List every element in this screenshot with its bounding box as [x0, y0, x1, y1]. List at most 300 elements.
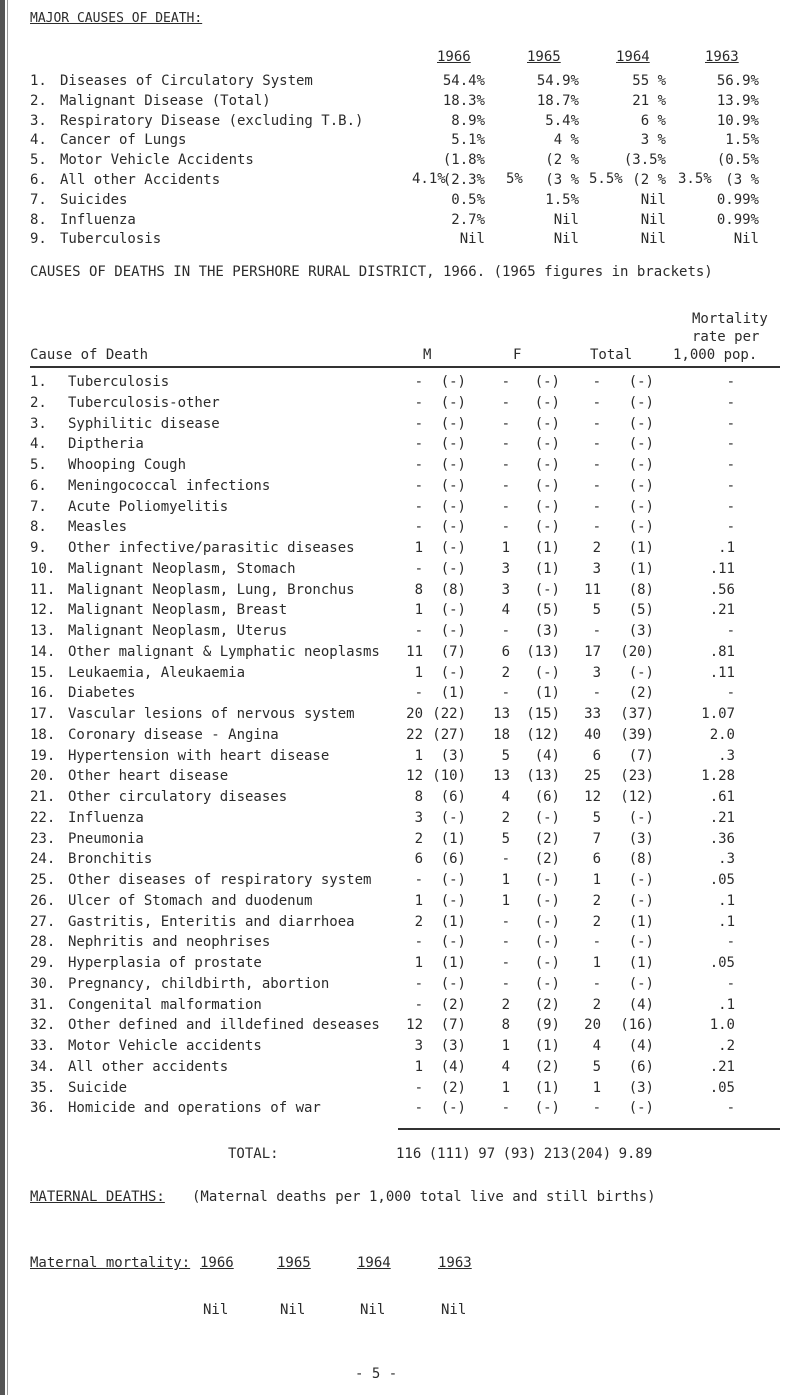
cause-row-fp: (-) — [534, 934, 560, 950]
major-row-value: (3 % — [545, 172, 579, 188]
cause-row-r: .21 — [709, 810, 735, 826]
maternal-value-1963: Nil — [441, 1302, 467, 1318]
cause-row-f: - — [501, 976, 510, 992]
major-row-label: Influenza — [60, 212, 136, 228]
year-1966: 1966 — [437, 49, 471, 65]
cause-row-mp: (-) — [440, 1100, 466, 1116]
cause-row-label: Meningococcal infections — [68, 478, 271, 494]
cause-row-fp: (-) — [534, 955, 560, 971]
cause-row-mp: (-) — [440, 810, 466, 826]
cause-row-fp: (9) — [534, 1017, 560, 1033]
major-row-label: Suicides — [60, 192, 128, 208]
cause-row-m: 1 — [414, 955, 423, 971]
cause-row-f: 4 — [501, 1059, 510, 1075]
cause-row-num: 34. — [30, 1059, 56, 1075]
cause-row-t: 7 — [592, 831, 601, 847]
cause-row-num: 23. — [30, 831, 56, 847]
cause-row-f: 1 — [501, 540, 510, 556]
cause-row-num: 25. — [30, 872, 56, 888]
col-f: F — [513, 347, 522, 363]
cause-row-mp: (-) — [440, 436, 466, 452]
cause-row-m: - — [414, 478, 423, 494]
major-row-value: 55 % — [632, 73, 666, 89]
cause-row-num: 15. — [30, 665, 56, 681]
cause-row-r: - — [726, 457, 735, 473]
cause-row-mp: (3) — [440, 1038, 466, 1054]
header-rule — [30, 366, 780, 368]
cause-row-num: 35. — [30, 1080, 56, 1096]
major-row-value: 0.99% — [716, 192, 759, 208]
major-row-value: (0.5% — [716, 152, 759, 168]
cause-row-label: Hypertension with heart disease — [68, 748, 330, 764]
cause-row-num: 14. — [30, 644, 56, 660]
major-row-label: Cancer of Lungs — [60, 132, 187, 148]
cause-row-mp: (-) — [440, 934, 466, 950]
cause-row-t: 3 — [592, 665, 601, 681]
cause-row-r: 1.07 — [701, 706, 735, 722]
cause-row-mp: (1) — [440, 914, 466, 930]
cause-row-num: 28. — [30, 934, 56, 950]
cause-row-f: 13 — [493, 768, 510, 784]
cause-row-tp: (1) — [628, 561, 654, 577]
cause-row-num: 31. — [30, 997, 56, 1013]
major-row-value: 1.5% — [545, 192, 579, 208]
scan-edge-line — [7, 0, 8, 1395]
major-row-value: Nil — [459, 231, 485, 247]
major-row-value: Nil — [640, 231, 666, 247]
cause-row-r: - — [726, 1100, 735, 1116]
cause-row-m: 1 — [414, 540, 423, 556]
major-row-num: 5. — [30, 152, 47, 168]
cause-row-r: .3 — [718, 851, 735, 867]
cause-row-tp: (-) — [628, 934, 654, 950]
cause-row-tp: (-) — [628, 519, 654, 535]
cause-row-t: - — [592, 416, 601, 432]
cause-row-m: 8 — [414, 582, 423, 598]
cause-row-m: 3 — [414, 810, 423, 826]
cause-row-t: - — [592, 374, 601, 390]
cause-row-num: 13. — [30, 623, 56, 639]
cause-row-tp: (-) — [628, 416, 654, 432]
cause-row-tp: (-) — [628, 665, 654, 681]
cause-row-mp: (8) — [440, 582, 466, 598]
cause-row-f: 1 — [501, 1038, 510, 1054]
cause-row-m: 1 — [414, 893, 423, 909]
cause-row-r: - — [726, 436, 735, 452]
cause-row-label: Ulcer of Stomach and duodenum — [68, 893, 313, 909]
cause-row-label: Motor Vehicle accidents — [68, 1038, 262, 1054]
cause-row-fp: (1) — [534, 1038, 560, 1054]
cause-row-t: 12 — [584, 789, 601, 805]
cause-row-f: 1 — [501, 872, 510, 888]
cause-row-label: Malignant Neoplasm, Uterus — [68, 623, 288, 639]
cause-row-tp: (23) — [620, 768, 654, 784]
cause-row-t: - — [592, 436, 601, 452]
cause-row-m: 1 — [414, 1059, 423, 1075]
cause-row-r: - — [726, 395, 735, 411]
cause-row-label: Diptheria — [68, 436, 144, 452]
cause-row-f: - — [501, 416, 510, 432]
cause-row-r: .05 — [709, 955, 735, 971]
major-row-num: 4. — [30, 132, 47, 148]
cause-row-m: - — [414, 976, 423, 992]
cause-row-t: 4 — [592, 1038, 601, 1054]
major-row-value: (2 % — [632, 172, 666, 188]
major-row-value: (2 % — [545, 152, 579, 168]
maternal-year-1965: 1965 — [277, 1255, 311, 1271]
cause-row-f: - — [501, 499, 510, 515]
cause-row-num: 6. — [30, 478, 47, 494]
col-rate-line2: rate per — [692, 329, 760, 345]
cause-row-tp: (-) — [628, 976, 654, 992]
cause-row-fp: (-) — [534, 893, 560, 909]
bracket-total-1963: 3.5% — [678, 171, 712, 187]
cause-row-fp: (-) — [534, 478, 560, 494]
major-row-value: 56.9% — [716, 73, 759, 89]
cause-row-r: .2 — [718, 1038, 735, 1054]
cause-row-t: - — [592, 934, 601, 950]
cause-row-label: Pregnancy, childbirth, abortion — [68, 976, 330, 992]
cause-row-mp: (-) — [440, 395, 466, 411]
cause-row-tp: (16) — [620, 1017, 654, 1033]
major-row-label: Diseases of Circulatory System — [60, 73, 313, 89]
cause-row-t: 5 — [592, 602, 601, 618]
cause-row-num: 5. — [30, 457, 47, 473]
cause-row-fp: (2) — [534, 1059, 560, 1075]
cause-row-label: Leukaemia, Aleukaemia — [68, 665, 246, 681]
cause-row-mp: (1) — [440, 831, 466, 847]
maternal-value-1966: Nil — [203, 1302, 229, 1318]
cause-row-label: Hyperplasia of prostate — [68, 955, 262, 971]
cause-row-tp: (1) — [628, 955, 654, 971]
cause-row-label: Other malignant & Lymphatic neoplasms — [68, 644, 380, 660]
cause-row-r: .1 — [718, 893, 735, 909]
cause-row-label: Other defined and illdefined deseases — [68, 1017, 380, 1033]
major-row-value: (2.3% — [442, 172, 485, 188]
cause-row-r: .21 — [709, 1059, 735, 1075]
major-row-label: Malignant Disease (Total) — [60, 93, 271, 109]
cause-row-tp: (-) — [628, 478, 654, 494]
cause-row-num: 36. — [30, 1100, 56, 1116]
cause-row-f: - — [501, 955, 510, 971]
total-label: TOTAL: — [228, 1146, 279, 1162]
cause-row-label: Nephritis and neophrises — [68, 934, 271, 950]
causes-heading: CAUSES OF DEATHS IN THE PERSHORE RURAL DISTRICT, 1966. (1965 figures in brackets) — [30, 264, 713, 280]
cause-row-m: 2 — [414, 914, 423, 930]
cause-row-tp: (8) — [628, 582, 654, 598]
cause-row-label: Other heart disease — [68, 768, 229, 784]
total-rule — [398, 1128, 780, 1130]
cause-row-m: 11 — [406, 644, 423, 660]
cause-row-label: Other infective/parasitic diseases — [68, 540, 355, 556]
major-row-num: 8. — [30, 212, 47, 228]
cause-row-tp: (1) — [628, 540, 654, 556]
cause-row-fp: (2) — [534, 997, 560, 1013]
maternal-label: Maternal mortality: — [30, 1255, 191, 1271]
cause-row-mp: (27) — [432, 727, 466, 743]
cause-row-f: 8 — [501, 1017, 510, 1033]
cause-row-label: Influenza — [68, 810, 144, 826]
cause-row-num: 1. — [30, 374, 47, 390]
major-row-value: 3 % — [640, 132, 666, 148]
cause-row-f: - — [501, 685, 510, 701]
major-row-value: 21 % — [632, 93, 666, 109]
cause-row-mp: (6) — [440, 851, 466, 867]
cause-row-f: 5 — [501, 831, 510, 847]
cause-row-tp: (20) — [620, 644, 654, 660]
cause-row-t: 33 — [584, 706, 601, 722]
cause-row-r: - — [726, 374, 735, 390]
page-number: - 5 - — [355, 1366, 398, 1382]
cause-row-num: 9. — [30, 540, 47, 556]
cause-row-m: 2 — [414, 831, 423, 847]
cause-row-label: Malignant Neoplasm, Breast — [68, 602, 288, 618]
cause-row-mp: (-) — [440, 872, 466, 888]
col-rate-line1: Mortality — [692, 311, 768, 327]
major-row-label: All other Accidents — [60, 172, 221, 188]
cause-row-fp: (-) — [534, 499, 560, 515]
maternal-value-1964: Nil — [360, 1302, 386, 1318]
cause-row-mp: (-) — [440, 623, 466, 639]
major-row-value: (3.5% — [623, 152, 666, 168]
cause-row-mp: (2) — [440, 1080, 466, 1096]
cause-row-tp: (4) — [628, 997, 654, 1013]
cause-row-m: - — [414, 623, 423, 639]
cause-row-num: 17. — [30, 706, 56, 722]
cause-row-t: 1 — [592, 955, 601, 971]
col-rate-line3: 1,000 pop. — [673, 347, 758, 363]
cause-row-fp: (-) — [534, 976, 560, 992]
cause-row-tp: (-) — [628, 1100, 654, 1116]
cause-row-m: 8 — [414, 789, 423, 805]
cause-row-num: 4. — [30, 436, 47, 452]
cause-row-num: 16. — [30, 685, 56, 701]
cause-row-t: 2 — [592, 914, 601, 930]
cause-row-mp: (-) — [440, 893, 466, 909]
cause-row-fp: (-) — [534, 1100, 560, 1116]
cause-row-label: Coronary disease - Angina — [68, 727, 279, 743]
maternal-year-1964: 1964 — [357, 1255, 391, 1271]
total-value: 116 (111) 97 (93) 213(204) 9.89 — [396, 1146, 653, 1162]
major-row-value: 5.1% — [451, 132, 485, 148]
cause-row-label: Vascular lesions of nervous system — [68, 706, 355, 722]
cause-row-tp: (-) — [628, 395, 654, 411]
cause-row-label: Acute Poliomyelitis — [68, 499, 229, 515]
cause-row-r: 1.28 — [701, 768, 735, 784]
cause-row-mp: (-) — [440, 374, 466, 390]
cause-row-tp: (8) — [628, 851, 654, 867]
cause-row-fp: (-) — [534, 810, 560, 826]
cause-row-t: 5 — [592, 810, 601, 826]
cause-row-num: 2. — [30, 395, 47, 411]
cause-row-fp: (1) — [534, 685, 560, 701]
cause-row-t: - — [592, 499, 601, 515]
cause-row-num: 8. — [30, 519, 47, 535]
cause-row-f: 18 — [493, 727, 510, 743]
major-row-value: Nil — [553, 231, 579, 247]
cause-row-mp: (7) — [440, 1017, 466, 1033]
cause-row-f: 4 — [501, 789, 510, 805]
cause-row-label: Malignant Neoplasm, Stomach — [68, 561, 296, 577]
cause-row-t: 20 — [584, 1017, 601, 1033]
cause-row-mp: (2) — [440, 997, 466, 1013]
major-row-label: Motor Vehicle Accidents — [60, 152, 254, 168]
cause-row-t: 25 — [584, 768, 601, 784]
cause-row-fp: (2) — [534, 851, 560, 867]
cause-row-m: - — [414, 374, 423, 390]
cause-row-t: 1 — [592, 872, 601, 888]
cause-row-label: Homicide and operations of war — [68, 1100, 321, 1116]
cause-row-t: - — [592, 685, 601, 701]
cause-row-f: 1 — [501, 893, 510, 909]
cause-row-t: 2 — [592, 540, 601, 556]
cause-row-label: All other accidents — [68, 1059, 229, 1075]
cause-row-num: 21. — [30, 789, 56, 805]
cause-row-t: 6 — [592, 851, 601, 867]
cause-row-fp: (1) — [534, 561, 560, 577]
cause-row-fp: (3) — [534, 623, 560, 639]
major-row-value: Nil — [553, 212, 579, 228]
cause-row-f: - — [501, 623, 510, 639]
cause-row-m: 12 — [406, 768, 423, 784]
cause-row-mp: (-) — [440, 478, 466, 494]
cause-row-t: 5 — [592, 1059, 601, 1075]
cause-row-num: 27. — [30, 914, 56, 930]
major-row-num: 3. — [30, 113, 47, 129]
cause-row-t: - — [592, 623, 601, 639]
cause-row-f: 2 — [501, 665, 510, 681]
cause-row-tp: (-) — [628, 374, 654, 390]
cause-row-tp: (3) — [628, 831, 654, 847]
cause-row-t: - — [592, 976, 601, 992]
cause-row-label: Measles — [68, 519, 128, 535]
cause-row-tp: (-) — [628, 893, 654, 909]
cause-row-label: Diabetes — [68, 685, 136, 701]
cause-row-f: 3 — [501, 582, 510, 598]
cause-row-mp: (-) — [440, 665, 466, 681]
cause-row-m: 1 — [414, 665, 423, 681]
major-row-value: 1.5% — [725, 132, 759, 148]
cause-row-m: 22 — [406, 727, 423, 743]
cause-row-m: - — [414, 499, 423, 515]
cause-row-fp: (-) — [534, 436, 560, 452]
cause-row-label: Tuberculosis — [68, 374, 170, 390]
cause-row-label: Other circulatory diseases — [68, 789, 288, 805]
major-row-value: Nil — [733, 231, 759, 247]
cause-row-f: 4 — [501, 602, 510, 618]
bracket-total-1966: 4.1% — [412, 171, 446, 187]
major-row-value: 8.9% — [451, 113, 485, 129]
cause-row-fp: (12) — [526, 727, 560, 743]
cause-row-r: - — [726, 478, 735, 494]
cause-row-r: - — [726, 499, 735, 515]
maternal-subheading: (Maternal deaths per 1,000 total live and still births) — [192, 1189, 656, 1205]
cause-row-mp: (1) — [440, 955, 466, 971]
maternal-value-1965: Nil — [280, 1302, 306, 1318]
cause-row-t: 1 — [592, 1080, 601, 1096]
cause-row-num: 20. — [30, 768, 56, 784]
cause-row-r: - — [726, 416, 735, 432]
cause-row-f: 6 — [501, 644, 510, 660]
cause-row-fp: (6) — [534, 789, 560, 805]
major-row-value: 10.9% — [716, 113, 759, 129]
cause-row-tp: (1) — [628, 914, 654, 930]
cause-row-r: - — [726, 976, 735, 992]
cause-row-num: 26. — [30, 893, 56, 909]
cause-row-tp: (37) — [620, 706, 654, 722]
major-causes-heading: MAJOR CAUSES OF DEATH: — [30, 11, 203, 26]
cause-row-t: 11 — [584, 582, 601, 598]
cause-row-tp: (-) — [628, 457, 654, 473]
major-row-value: 4 % — [553, 132, 579, 148]
cause-row-fp: (13) — [526, 768, 560, 784]
cause-row-num: 3. — [30, 416, 47, 432]
cause-row-f: 5 — [501, 748, 510, 764]
cause-row-fp: (2) — [534, 831, 560, 847]
cause-row-tp: (12) — [620, 789, 654, 805]
cause-row-num: 33. — [30, 1038, 56, 1054]
cause-row-mp: (-) — [440, 976, 466, 992]
cause-row-label: Other diseases of respiratory system — [68, 872, 372, 888]
cause-row-num: 18. — [30, 727, 56, 743]
cause-row-f: 3 — [501, 561, 510, 577]
cause-row-r: 2.0 — [709, 727, 735, 743]
major-row-value: (1.8% — [442, 152, 485, 168]
cause-row-r: .36 — [709, 831, 735, 847]
cause-row-tp: (-) — [628, 872, 654, 888]
cause-row-r: .56 — [709, 582, 735, 598]
cause-row-m: - — [414, 685, 423, 701]
cause-row-mp: (-) — [440, 457, 466, 473]
cause-row-mp: (22) — [432, 706, 466, 722]
cause-row-label: Suicide — [68, 1080, 128, 1096]
cause-row-label: Gastritis, Enteritis and diarrhoea — [68, 914, 355, 930]
cause-row-r: .21 — [709, 602, 735, 618]
cause-row-f: - — [501, 1100, 510, 1116]
col-m: M — [423, 347, 432, 363]
cause-row-m: 1 — [414, 602, 423, 618]
cause-row-mp: (-) — [440, 540, 466, 556]
maternal-heading: MATERNAL DEATHS: — [30, 1189, 165, 1205]
col-total: Total — [590, 347, 633, 363]
cause-row-t: 40 — [584, 727, 601, 743]
cause-row-r: .61 — [709, 789, 735, 805]
cause-row-r: .81 — [709, 644, 735, 660]
cause-row-fp: (-) — [534, 665, 560, 681]
cause-row-mp: (4) — [440, 1059, 466, 1075]
cause-row-r: .1 — [718, 997, 735, 1013]
cause-row-r: .1 — [718, 914, 735, 930]
cause-row-num: 10. — [30, 561, 56, 577]
cause-row-fp: (-) — [534, 374, 560, 390]
cause-row-f: 13 — [493, 706, 510, 722]
cause-row-mp: (-) — [440, 561, 466, 577]
cause-row-fp: (4) — [534, 748, 560, 764]
maternal-year-1966: 1966 — [200, 1255, 234, 1271]
cause-row-m: - — [414, 1080, 423, 1096]
major-row-num: 2. — [30, 93, 47, 109]
major-row-value: 54.4% — [442, 73, 485, 89]
major-row-value: 0.5% — [451, 192, 485, 208]
major-row-label: Tuberculosis — [60, 231, 162, 247]
cause-row-t: 2 — [592, 997, 601, 1013]
cause-row-mp: (10) — [432, 768, 466, 784]
cause-row-m: - — [414, 872, 423, 888]
scan-edge — [0, 0, 5, 1395]
major-row-value: 13.9% — [716, 93, 759, 109]
cause-row-f: - — [501, 478, 510, 494]
cause-row-f: - — [501, 914, 510, 930]
